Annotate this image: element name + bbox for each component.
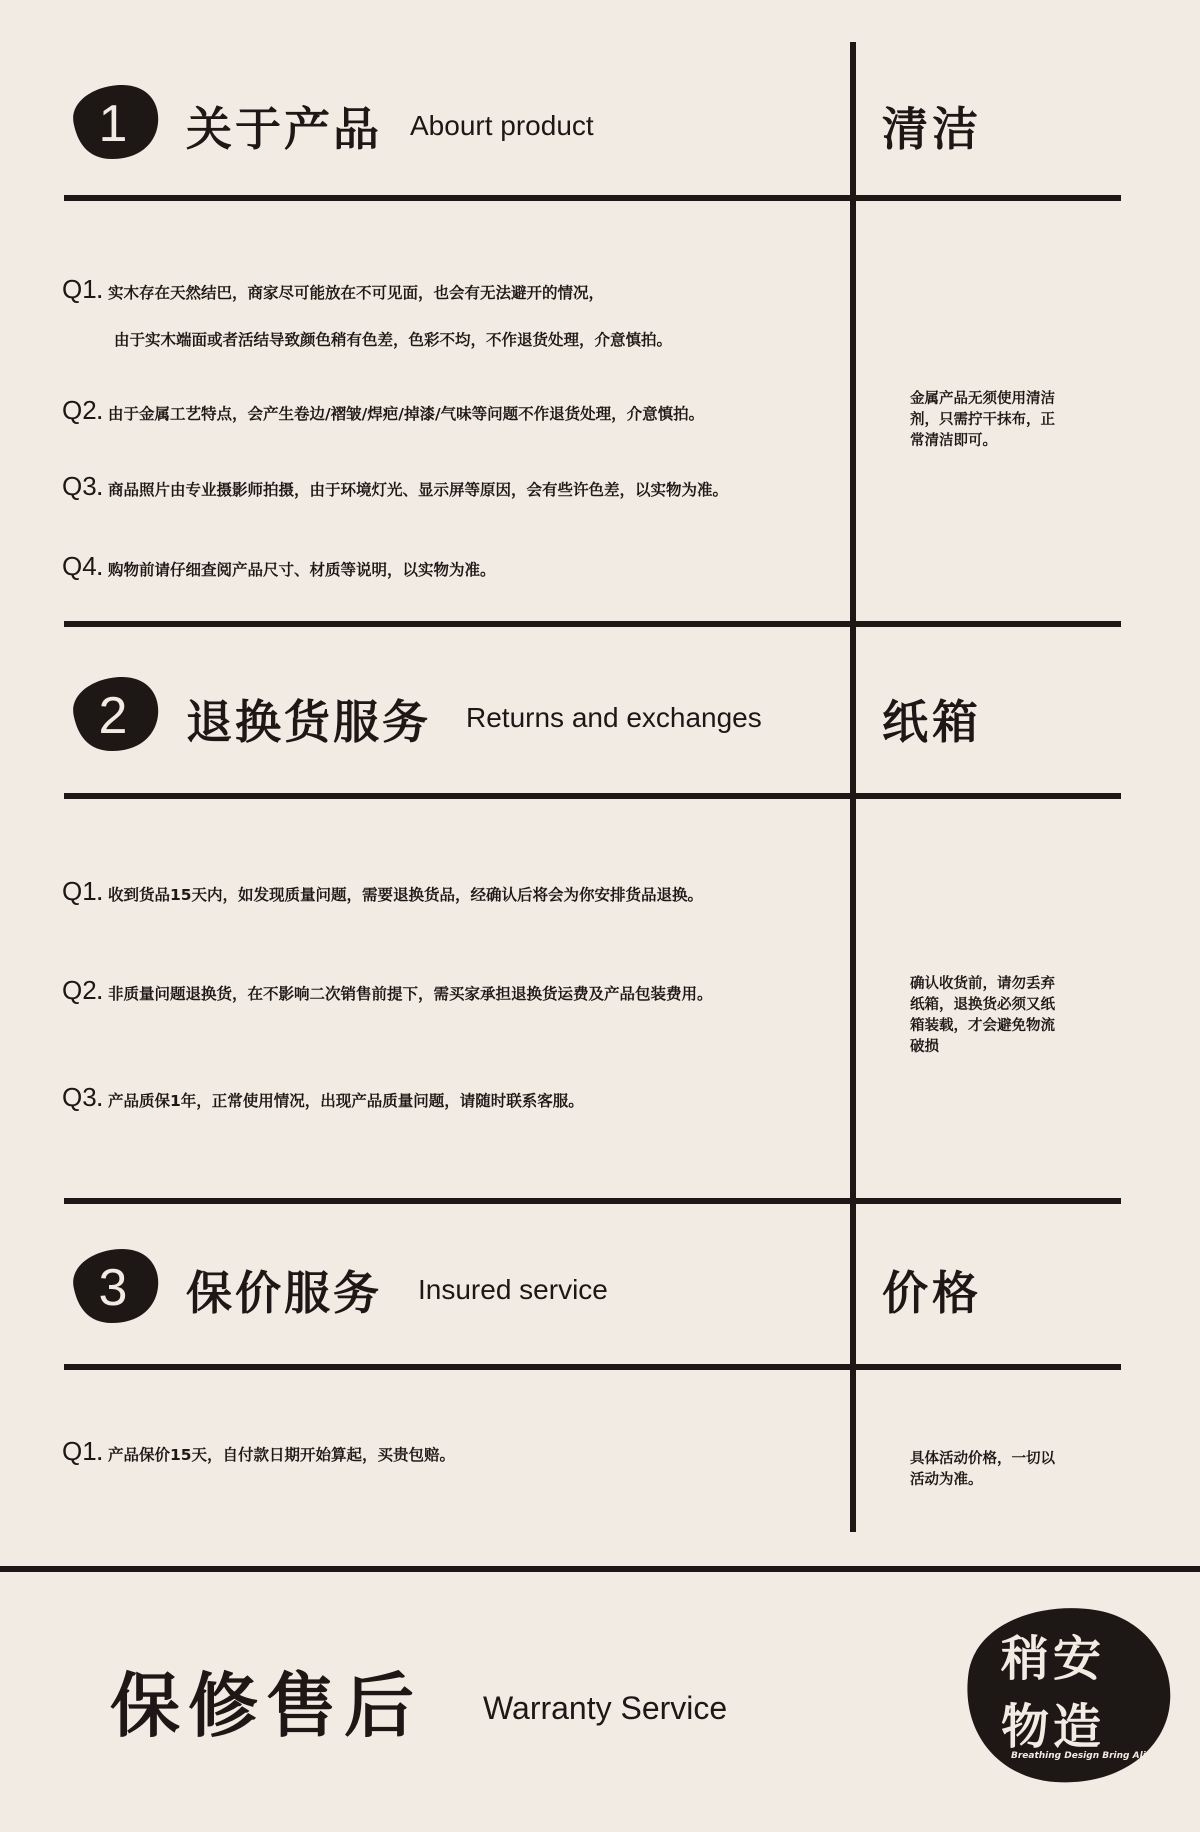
section-3-q1 bbox=[62, 1436, 455, 1467]
footer-title-en: Warranty Service bbox=[483, 1690, 728, 1726]
section-1-q2 bbox=[62, 395, 704, 426]
section-1-number-badge bbox=[66, 81, 162, 161]
rule-2-end bbox=[64, 1198, 1121, 1204]
footer-title: 保修售后 bbox=[110, 1665, 422, 1747]
logo-tagline: Breathing Design Bring Alive bbox=[1011, 1751, 1158, 1761]
question-number: Q3 bbox=[62, 1082, 97, 1112]
section-2-title: 退换货服务 bbox=[186, 695, 431, 749]
section-2-number-badge bbox=[66, 673, 162, 753]
question-number: Q3 bbox=[62, 471, 97, 501]
column-divider bbox=[850, 42, 856, 1532]
section-1-q3 bbox=[62, 471, 728, 502]
section-2-q2 bbox=[62, 975, 712, 1006]
question-number: Q2 bbox=[62, 975, 97, 1005]
question-text: . 商品照片由专业摄影师拍摄，由于环境灯光、显示屏等原因，会有些许色差，以实物为准。 bbox=[96, 481, 728, 499]
section-2-q1 bbox=[62, 876, 703, 907]
section-3-side-note: 具体活动价格，一切以活动为准。 bbox=[910, 1451, 1055, 1488]
question-number: Q1 bbox=[62, 1436, 97, 1466]
section-1-q1-continuation: 由于实木端面或者活结导致颜色稍有色差，色彩不均，不作退货处理，介意慎拍。 bbox=[114, 331, 673, 349]
logo-text-line-1: 稍安 bbox=[1001, 1631, 1106, 1687]
section-1-side-heading: 清洁 bbox=[882, 102, 982, 156]
section-2-side-heading: 纸箱 bbox=[882, 695, 982, 749]
question-text: . 实木存在天然结巴，商家尽可能放在不可见面，也会有无法避开的情况， bbox=[96, 284, 604, 302]
section-1-side-note: 金属产品无须使用清洁剂，只需拧干抹布，正常清洁即可。 bbox=[910, 391, 1055, 449]
rule-1-header bbox=[64, 195, 1121, 201]
section-2-number: 2 bbox=[98, 687, 128, 745]
section-1-q1 bbox=[62, 274, 604, 305]
question-text: . 产品保价15天，自付款日期开始算起，买贵包赔。 bbox=[96, 1446, 456, 1464]
section-1-title: 关于产品 bbox=[186, 102, 382, 156]
section-2-title-en: Returns and exchanges bbox=[466, 702, 762, 733]
section-1-q4 bbox=[62, 551, 495, 582]
rule-3-header bbox=[64, 1364, 1121, 1370]
rule-2-header bbox=[64, 793, 1121, 799]
brand-logo bbox=[955, 1598, 1173, 1786]
question-text: . 产品质保1年，正常使用情况，出现产品质量问题，请随时联系客服。 bbox=[96, 1092, 584, 1110]
section-1-title-en: Abourt product bbox=[410, 110, 594, 141]
section-3-side-heading: 价格 bbox=[882, 1266, 982, 1320]
section-1-number: 1 bbox=[98, 95, 128, 153]
question-number: Q4 bbox=[62, 551, 97, 581]
question-text: . 购物前请仔细查阅产品尺寸、材质等说明，以实物为准。 bbox=[96, 561, 496, 579]
section-3-title: 保价服务 bbox=[186, 1266, 382, 1320]
question-number: Q2 bbox=[62, 395, 97, 425]
question-number: Q1 bbox=[62, 274, 97, 304]
footer-rule bbox=[0, 1566, 1200, 1572]
section-2-q3 bbox=[62, 1082, 584, 1113]
section-2-side-note: 确认收货前，请勿丢弃纸箱，退换货必须又纸箱装载，才会避免物流破损 bbox=[910, 976, 1055, 1055]
rule-1-end bbox=[64, 621, 1121, 627]
section-3-number-badge bbox=[66, 1245, 162, 1325]
question-text: . 非质量问题退换货，在不影响二次销售前提下，需买家承担退换货运费及产品包装费用。 bbox=[96, 985, 713, 1003]
section-3-title-en: Insured service bbox=[418, 1274, 608, 1305]
logo-text-line-2: 物造 bbox=[1001, 1699, 1106, 1755]
question-text: . 收到货品15天内，如发现质量问题，需要退换货品，经确认后将会为你安排货品退换。 bbox=[96, 886, 704, 904]
question-text: . 由于金属工艺特点，会产生卷边/褶皱/焊疤/掉漆/气味等问题不作退货处理，介意慎拍。 bbox=[96, 405, 705, 423]
section-3-number: 3 bbox=[98, 1259, 128, 1317]
question-number: Q1 bbox=[62, 876, 97, 906]
